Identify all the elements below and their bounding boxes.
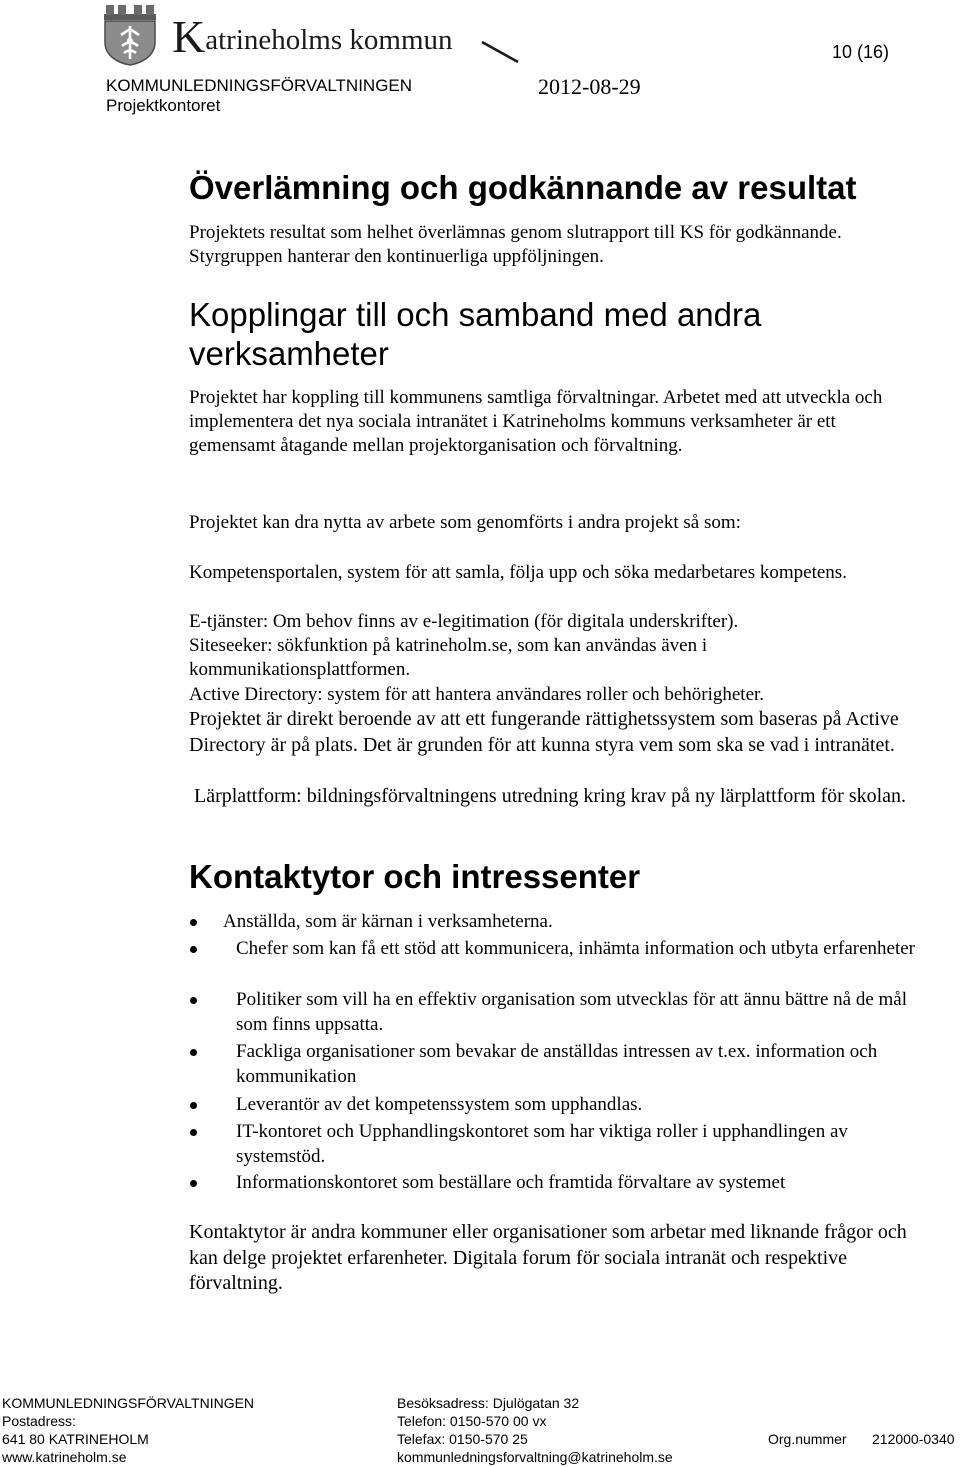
benefit-siteseeker: Siteseeker: sökfunktion på katrineholm.se, som kan användas även i kommunikationsplattformen. (189, 635, 708, 681)
org-name-rest: atrineholms kommun (205, 24, 453, 56)
paragraph-learning-platform: Lärplattform: bildningsförvaltningens utredning kring krav på ny lärplattform för skolan. (189, 785, 907, 807)
paragraph-benefit-intro: Projektet kan dra nytta av arbete som genomförts i andra projekt så som: (189, 512, 741, 533)
footer-phone: Telefon: 0150-570 00 vx (397, 1413, 547, 1429)
footer-visit-address: Besöksadress: Djulögatan 32 (397, 1395, 580, 1411)
list-item-text: Chefer som kan få ett stöd att kommunicera, inhämta information och utbyta erfarenheter (236, 938, 916, 959)
list-item (189, 937, 919, 962)
list-item (189, 1040, 919, 1089)
logo-swash-icon (480, 40, 520, 64)
benefit-kompetensportalen: Kompetensportalen, system för att samla, följa upp och söka medarbetares kompetens. (189, 562, 847, 583)
footer-postal-address: 641 80 KATRINEHOLM (2, 1431, 149, 1447)
benefit-active-directory: Active Directory: system för att hantera användares roller och behörigheter. (189, 684, 765, 705)
heading-links-line2: verksamheter (189, 335, 389, 372)
footer-email-link[interactable]: kommunledningsforvaltning@katrineholm.se (397, 1449, 673, 1465)
heading-links-line1: Kopplingar till och samband med andra (189, 296, 762, 333)
footer-org-number-label: Org.nummer (768, 1431, 847, 1447)
list-item-text: Anställda, som är kärnan i verksamheterna. (223, 911, 553, 932)
list-item-text: Fackliga organisationer som bevakar de anställdas intressen av t.ex. information och kommunikation (236, 1041, 878, 1087)
list-item (189, 1120, 919, 1169)
benefit-e-tjanster: E-tjänster: Om behov finns av e-legitimation (för digitala underskrifter). (189, 611, 739, 632)
footer-department: KOMMUNLEDNINGSFÖRVALTNINGEN (2, 1395, 255, 1411)
paragraph-links: Projektet har koppling till kommunens samtliga förvaltningar. Arbetet med att utveckla och implementera det nya sociala intranätet i Katrineholms kommuns verksamheter är ett gemensamt åtagande mellan projektorganisation och förvaltning. (189, 387, 883, 457)
paragraph-handover: Projektets resultat som helhet överlämnas genom slutrapport till KS för godkännande. Styrgruppen hanterar den kontinuerliga uppföljningen. (189, 222, 842, 267)
heading-contacts: Kontaktytor och intressenter (189, 858, 641, 895)
footer-fax: Telefax: 0150-570 25 (397, 1431, 528, 1447)
list-item (189, 988, 919, 1037)
document-date: 2012-08-29 (538, 74, 641, 99)
page-number: 10 (16) (832, 42, 890, 62)
footer-website-link[interactable]: www.katrineholm.se (2, 1449, 127, 1465)
list-item-text: Politiker som vill ha en effektiv organisation som utvecklas för att ännu bättre nå de mål som finns uppsatta. (236, 989, 907, 1035)
list-item-text: Leverantör av det kompetenssystem som upphandlas. (236, 1094, 643, 1115)
municipal-coat-of-arms-icon (102, 4, 158, 66)
organization-name (172, 11, 453, 62)
org-name-initial: K (172, 11, 206, 62)
list-item (189, 910, 919, 935)
footer-postal-label: Postadress: (2, 1413, 76, 1429)
list-item-text: IT-kontoret och Upphandlingskontoret som har viktiga roller i upphandlingen av systemstöd. (236, 1121, 848, 1167)
paragraph-contacts-closing: Kontaktytor är andra kommuner eller organisationer som arbetar med liknande frågor och kan delge projektet erfarenheter. Digitala forum för sociala intranät och respektive förvaltning. (189, 1221, 907, 1294)
list-item (189, 1093, 919, 1118)
heading-handover: Överlämning och godkännande av resultat (189, 169, 857, 206)
list-item (189, 1171, 919, 1196)
paragraph-dependency: Projektet är direkt beroende av att ett fungerande rättighetssystem som baseras på Active Directory är på plats. Det är grunden för att kunna styra vem som ska se vad i intranätet. (189, 708, 899, 756)
header-department: KOMMUNLEDNINGSFÖRVALTNINGEN (106, 76, 413, 95)
footer-org-number: 212000-0340 (872, 1431, 955, 1447)
header-unit: Projektkontoret (106, 96, 221, 115)
list-item-text: Informationskontoret som beställare och framtida förvaltare av systemet (236, 1172, 786, 1193)
